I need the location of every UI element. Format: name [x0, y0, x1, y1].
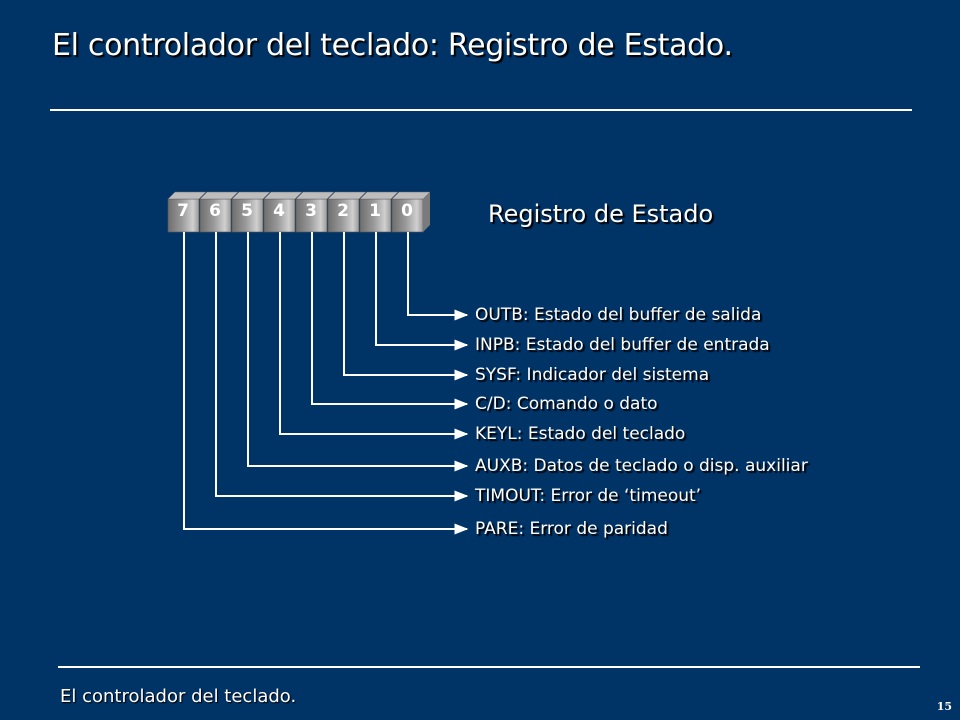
slide-title: El controlador del teclado: Registro de Estado. — [52, 28, 733, 63]
field-label-bit-2: SYSF: Indicador del sistema — [475, 365, 710, 385]
connector-bit-7 — [184, 232, 467, 529]
field-label-bit-1: INPB: Estado del buffer de entrada — [475, 335, 770, 355]
connector-bit-6 — [216, 232, 467, 496]
register-title: Registro de Estado — [488, 200, 714, 228]
connector-bit-2 — [344, 232, 467, 375]
connector-bit-1 — [376, 232, 467, 345]
field-label-bit-0: OUTB: Estado del buffer de salida — [475, 305, 762, 325]
bit-number-7: 7 — [177, 201, 189, 221]
field-label-bit-7: PARE: Error de paridad — [475, 519, 668, 539]
bit-number-4: 4 — [273, 201, 285, 221]
field-label-bit-4: KEYL: Estado del teclado — [475, 424, 686, 444]
bit-number-1: 1 — [369, 201, 381, 221]
bit-number-6: 6 — [209, 201, 221, 221]
field-label-bit-6: TIMOUT: Error de ‘timeout’ — [475, 486, 702, 506]
field-label-bit-5: AUXB: Datos de teclado o disp. auxiliar — [475, 456, 808, 476]
page-number: 15 — [936, 700, 952, 713]
bit-number-0: 0 — [401, 201, 413, 221]
footer-divider — [58, 666, 920, 668]
bit-number-2: 2 — [337, 201, 349, 221]
connector-bit-3 — [312, 232, 467, 404]
connector-bit-0 — [408, 232, 467, 315]
register-bit-0 — [392, 192, 430, 232]
field-label-bit-3: C/D: Comando o dato — [475, 394, 658, 414]
bit-number-5: 5 — [241, 201, 253, 221]
bit-number-3: 3 — [305, 201, 317, 221]
footer-text: El controlador del teclado. — [60, 686, 297, 707]
